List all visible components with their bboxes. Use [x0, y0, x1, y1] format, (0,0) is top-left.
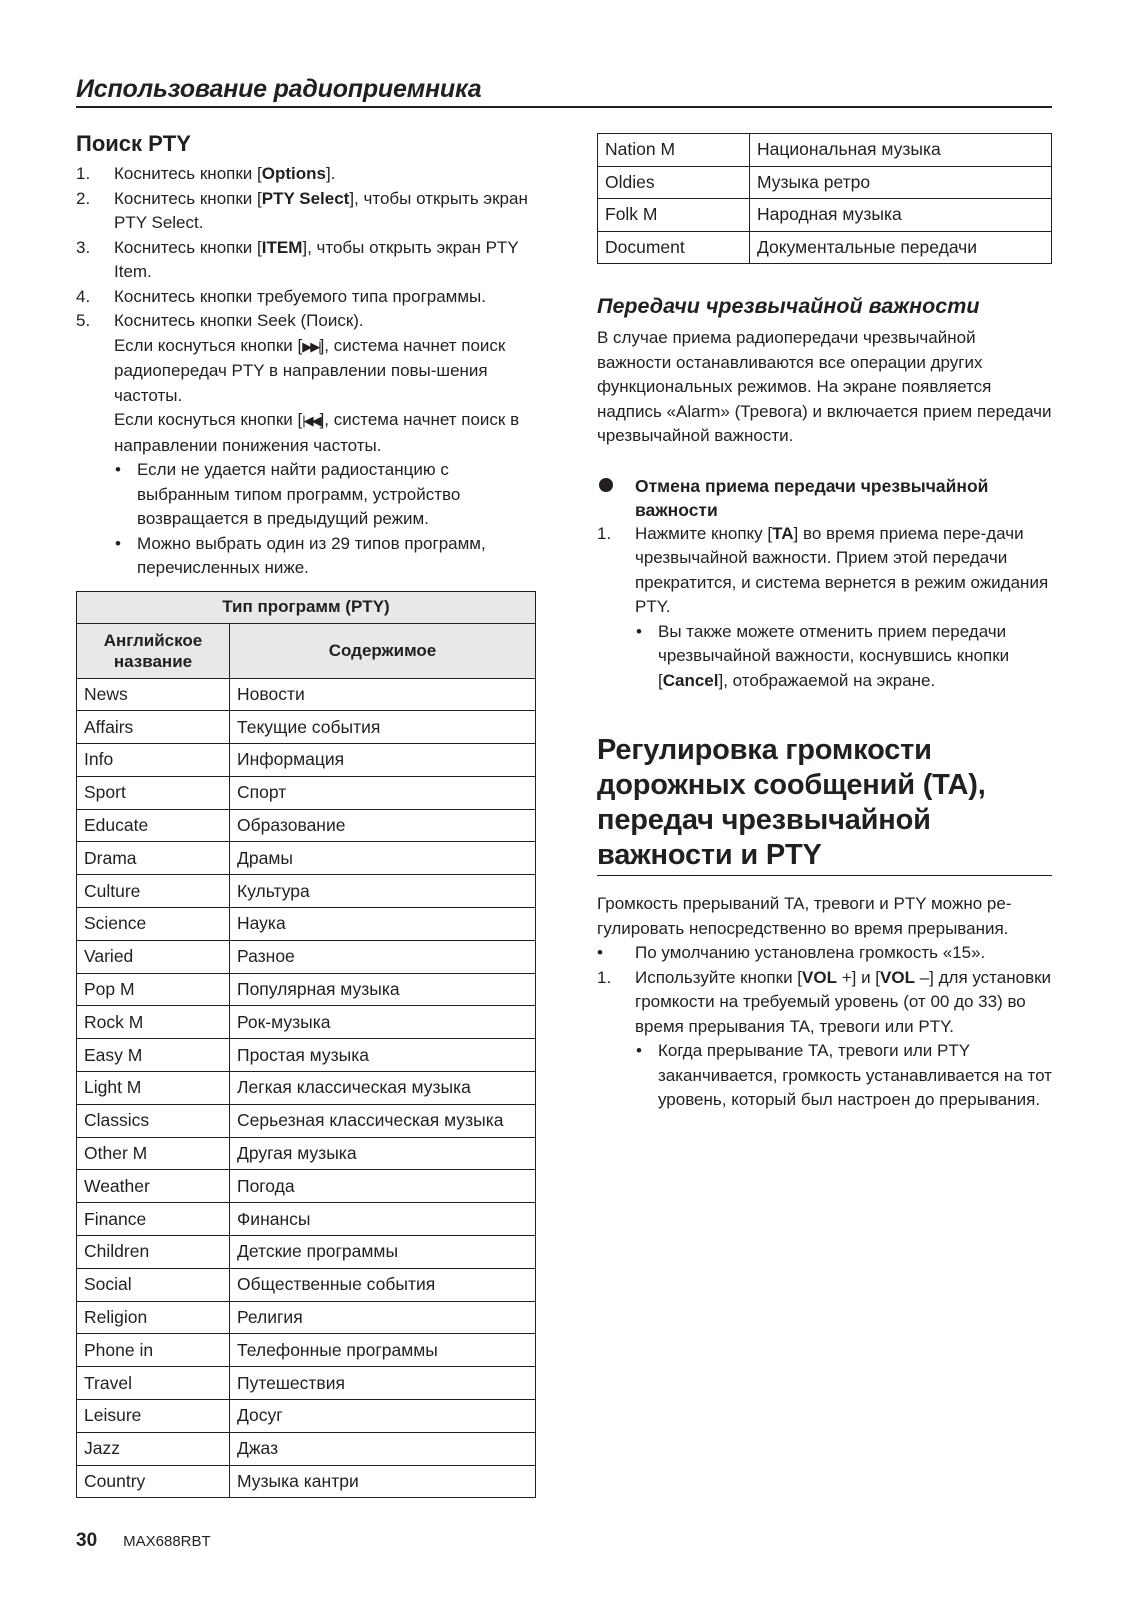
table-row	[77, 1170, 536, 1203]
table-row	[77, 973, 536, 1006]
pty-content: Разное	[230, 940, 536, 973]
pty-content: Спорт	[230, 776, 536, 809]
table-row	[77, 1137, 536, 1170]
pty-content: Детские программы	[230, 1236, 536, 1269]
pty-table-body	[77, 678, 536, 1498]
step-text: Коснитесь кнопки [	[114, 188, 262, 208]
pty-content: Путешествия	[230, 1367, 536, 1400]
table-row	[77, 842, 536, 875]
bullet-item: • Вы также можете отменить прием передачи чрезвычайной важности, коснувшись кнопки [Cancel], отображаемой на экране.	[636, 621, 1010, 690]
ta-button-label: TA	[772, 523, 794, 543]
table-row	[77, 908, 536, 941]
emergency-text: В случае приема радиопередачи чрезвычайной важности останавливаются все операции других функциональных режимов. На экране появляется надпись «Alarm» (Тревога) и включается прием передачи чрезвычайной важности.	[597, 328, 1052, 445]
step-text: ], чтобы открыть экран PTY Item.	[114, 237, 519, 281]
table-row	[598, 166, 1052, 199]
table-row	[77, 1104, 536, 1137]
pty-content: Общественные события	[230, 1268, 536, 1301]
model-name: MAX688RBT	[123, 1533, 211, 1550]
step-text: Коснитесь кнопки требуемого типа программы.	[114, 286, 486, 306]
pty-content: Погода	[230, 1170, 536, 1203]
pty-english-name: Religion	[77, 1301, 230, 1334]
pty-content: Религия	[230, 1301, 536, 1334]
pty-english-name: Classics	[77, 1104, 230, 1137]
pty-content: Серьезная классическая музыка	[230, 1104, 536, 1137]
pty-content: Простая музыка	[230, 1039, 536, 1072]
pty-english-name: Document	[598, 231, 750, 264]
pty-select-button-label: PTY Select	[261, 188, 350, 208]
step-text: ].	[325, 164, 336, 183]
left-column	[76, 130, 536, 1498]
table-row	[77, 744, 536, 777]
cancel-button-label: Cancel	[662, 670, 719, 690]
item-button-label: ITEM	[261, 237, 303, 257]
pty-english-name: Affairs	[77, 711, 230, 744]
pty-english-name: Varied	[77, 940, 230, 973]
options-button-label: Options	[261, 164, 326, 183]
pty-content: Рок-музыка	[230, 1006, 536, 1039]
pty-english-name: Social	[77, 1268, 230, 1301]
pty-english-name: Weather	[77, 1170, 230, 1203]
table-row	[77, 1203, 536, 1236]
table-row	[77, 940, 536, 973]
pty-content: Документальные передачи	[750, 231, 1052, 264]
pty-english-name: Other M	[77, 1137, 230, 1170]
pty-english-name: Culture	[77, 875, 230, 908]
table-row	[77, 1367, 536, 1400]
pty-types-table-continued	[597, 133, 1052, 264]
pty-content: Популярная музыка	[230, 973, 536, 1006]
pty-content: Финансы	[230, 1203, 536, 1236]
table-row	[77, 776, 536, 809]
pty-content: Наука	[230, 908, 536, 941]
pty-content: Новости	[230, 678, 536, 711]
pty-english-name: Leisure	[77, 1400, 230, 1433]
volume-intro: Громкость прерываний TA, тревоги и PTY можно ре-гулировать непосредственно во время прерывания.	[597, 894, 1012, 938]
pty-content: Народная музыка	[750, 199, 1052, 232]
step-3	[76, 236, 536, 285]
table-row	[77, 1006, 536, 1039]
volume-section-title: Регулировка громкости дорожных сообщений (TA), передач чрезвычайной важности и PTY	[597, 733, 1052, 876]
pty-content: Образование	[230, 809, 536, 842]
step-text: Коснитесь кнопки Seek (Поиск).	[114, 311, 364, 330]
table-row	[77, 1039, 536, 1072]
default-volume-note: • По умолчанию установлена громкость «15».	[597, 941, 1052, 966]
cancel-steps	[597, 522, 1052, 694]
table-row	[77, 678, 536, 711]
pty-english-name: Jazz	[77, 1432, 230, 1465]
table-row	[77, 1236, 536, 1269]
pty-english-name: Science	[77, 908, 230, 941]
pty-english-name: Easy M	[77, 1039, 230, 1072]
seek-up-icon: ▶▶|	[302, 338, 320, 354]
page-footer	[76, 1530, 211, 1552]
pty-content: Информация	[230, 744, 536, 777]
pty-english-name: Phone in	[77, 1334, 230, 1367]
vol-plus-button-label: VOL	[802, 967, 837, 987]
pty-content: Национальная музыка	[750, 134, 1052, 167]
bullet-icon: •	[597, 943, 603, 962]
bullet-icon: •	[636, 1041, 642, 1060]
bullet-item: • Можно выбрать один из 29 типов программ, перечисленных ниже.	[115, 533, 486, 577]
step-number: 4.	[76, 286, 91, 306]
table-row	[77, 1400, 536, 1433]
bullet-item: • Если не удается найти радиостанцию с выбранным типом программ, устройство возвращается в предыдущий режим.	[115, 460, 461, 528]
step-number: 5.	[76, 311, 91, 330]
step-number: 1.	[597, 967, 612, 987]
pty-content: Драмы	[230, 842, 536, 875]
pty-english-name: Pop M	[77, 973, 230, 1006]
table-row	[77, 1334, 536, 1367]
bullet-icon: •	[115, 533, 121, 553]
step-text: Коснитесь кнопки [	[114, 237, 262, 257]
page-number: 30	[76, 1530, 98, 1551]
table-row	[77, 1268, 536, 1301]
emergency-title: Передачи чрезвычайной важности	[597, 294, 980, 318]
volume-steps	[597, 941, 1052, 1113]
pty-content: Досуг	[230, 1400, 536, 1433]
pty-english-name: Rock M	[77, 1006, 230, 1039]
bullet-icon: •	[636, 621, 642, 641]
pty-english-name: Drama	[77, 842, 230, 875]
step-4	[76, 285, 536, 310]
table-title: Тип программ (PTY)	[77, 591, 536, 623]
bullet-circle-icon	[599, 478, 613, 492]
step-number: 1.	[76, 164, 91, 183]
table-row	[77, 809, 536, 842]
pty-table-body-continued	[598, 134, 1052, 264]
pty-english-name: Nation M	[598, 134, 750, 167]
pty-content: Музыка ретро	[750, 166, 1052, 199]
pty-search-steps	[76, 162, 536, 581]
column-header-content: Содержимое	[230, 623, 536, 678]
column-header-english-name: Английское название	[77, 623, 230, 678]
pty-english-name: Light M	[77, 1072, 230, 1105]
step-1: 1. Нажмите кнопку [TA] во время приема пере-дачи чрезвычайной важности. Прием этой передачи прекратится, и система вернется в режим ожидания PTY. • Вы также можете отменить прием передачи чрезвычайной важности, коснувшись кнопки [Cancel], отображаемой на экране.	[597, 522, 1052, 694]
step-text: Коснитесь кнопки [	[114, 164, 262, 183]
table-row	[77, 1072, 536, 1105]
pty-content: Джаз	[230, 1432, 536, 1465]
seek-down-paragraph: Если коснуться кнопки [|◀◀], система начнет поиск в направлении понижения частоты.	[114, 410, 520, 455]
step-1: 1. Используйте кнопки [VOL +] и [VOL –] для установки громкости на требуемый уровень (от 00 до 33) во время прерывания TA, тревоги или PTY. • Когда прерывание TA, тревоги или PTY заканчивается, громкость устанавливается на тот уровень, который был настроен до прерывания.	[597, 966, 1052, 1113]
pty-english-name: Children	[77, 1236, 230, 1269]
seek-up-paragraph: Если коснуться кнопки [▶▶|], система начнет поиск радиопередач PTY в направлении повы-шения частоты.	[114, 335, 506, 405]
table-row	[77, 875, 536, 908]
pty-content: Музыка кантри	[230, 1465, 536, 1498]
step-2	[76, 187, 536, 236]
step-number: 3.	[76, 237, 91, 257]
pty-english-name: Finance	[77, 1203, 230, 1236]
pty-content: Культура	[230, 875, 536, 908]
pty-content: Текущие события	[230, 711, 536, 744]
pty-types-table	[76, 591, 536, 1499]
step-number: 2.	[76, 188, 91, 208]
table-row	[77, 1301, 536, 1334]
seek-down-icon: |◀◀	[302, 413, 320, 428]
table-row	[598, 199, 1052, 232]
pty-english-name: Oldies	[598, 166, 750, 199]
pty-content: Телефонные программы	[230, 1334, 536, 1367]
bullet-icon: •	[115, 460, 121, 479]
pty-english-name: Educate	[77, 809, 230, 842]
pty-english-name: Info	[77, 744, 230, 777]
page-title: Использование радиоприемника	[76, 75, 482, 103]
table-row	[77, 1465, 536, 1498]
pty-content: Другая музыка	[230, 1137, 536, 1170]
page-header	[76, 72, 1052, 108]
pty-english-name: Country	[77, 1465, 230, 1498]
cancel-emergency-heading: Отмена приема передачи чрезвычайной важности	[597, 474, 1052, 522]
vol-minus-button-label: VOL	[880, 967, 915, 987]
pty-english-name: News	[77, 678, 230, 711]
section-title-pty-search: Поиск PTY	[76, 131, 191, 156]
pty-content: Легкая классическая музыка	[230, 1072, 536, 1105]
pty-english-name: Sport	[77, 776, 230, 809]
step-5	[76, 309, 536, 581]
bullet-item: • Когда прерывание TA, тревоги или PTY заканчивается, громкость устанавливается на тот уровень, который был настроен до прерывания.	[636, 1041, 1052, 1109]
table-row	[598, 231, 1052, 264]
pty-english-name: Travel	[77, 1367, 230, 1400]
step-1	[76, 162, 536, 187]
right-column	[597, 133, 1052, 1113]
table-row	[77, 1432, 536, 1465]
step-number: 1.	[597, 523, 612, 543]
table-row	[77, 711, 536, 744]
pty-english-name: Folk M	[598, 199, 750, 232]
step-text: ], чтобы открыть экран PTY Select.	[114, 188, 528, 232]
table-row	[598, 134, 1052, 167]
